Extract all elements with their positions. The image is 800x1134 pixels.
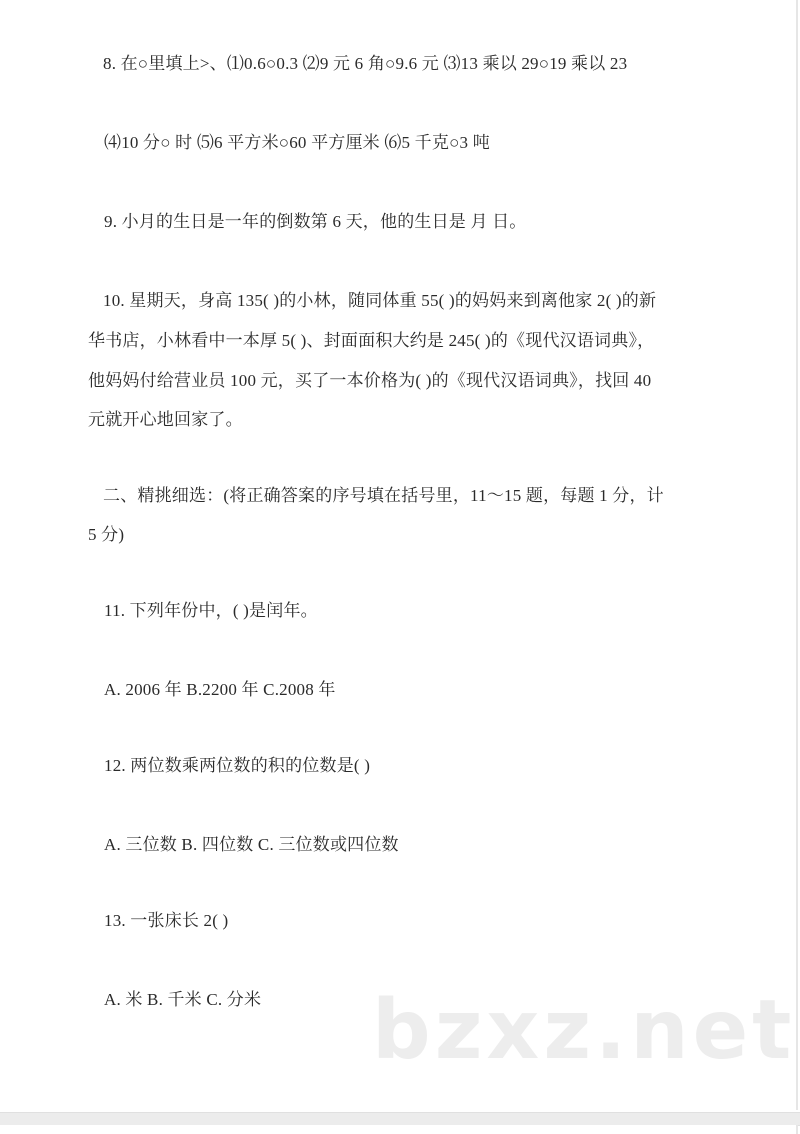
question-9: 9. 小月的生日是一年的倒数第 6 天，他的生日是 月 日。: [104, 212, 527, 231]
question-13-options: A. 米 B. 千米 C. 分米: [104, 990, 262, 1009]
question-12-options: A. 三位数 B. 四位数 C. 三位数或四位数: [104, 835, 399, 854]
next-page-edge: [0, 1125, 798, 1134]
section-2-heading-line-1: 二、精挑细选：(将正确答案的序号填在括号里，11～15 题，每题 1 分，计: [103, 486, 664, 505]
question-8-line-2: ⑷10 分○ 时 ⑸6 平方米○60 平方厘米 ⑹5 千克○3 吨: [104, 133, 490, 152]
question-10-line-3: 他妈妈付给营业员 100 元，买了一本价格为( )的《现代汉语词典》，找回 40: [88, 371, 652, 390]
question-12-stem: 12. 两位数乘两位数的积的位数是( ): [104, 756, 371, 775]
section-2-heading-line-2: 5 分): [88, 525, 125, 544]
question-11-options: A. 2006 年 B.2200 年 C.2008 年: [104, 680, 336, 699]
watermark-text: bzxz.net: [372, 983, 796, 1078]
question-10-line-4: 元就开心地回家了。: [88, 410, 243, 429]
question-8-line-1: 8. 在○里填上>、⑴0.6○0.3 ⑵9 元 6 角○9.6 元 ⑶13 乘以 29○19 乘以 23: [103, 54, 628, 73]
page-separator: [0, 1112, 800, 1126]
question-13-stem: 13. 一张床长 2( ): [104, 911, 229, 930]
question-10-line-1: 10. 星期天，身高 135( )的小林，随同体重 55( )的妈妈来到离他家 2( )的新: [103, 291, 657, 310]
question-10-line-2: 华书店，小林看中一本厚 5( )、封面面积大约是 245( )的《现代汉语词典》，: [88, 331, 655, 350]
question-11-stem: 11. 下列年份中，( )是闰年。: [104, 601, 318, 620]
